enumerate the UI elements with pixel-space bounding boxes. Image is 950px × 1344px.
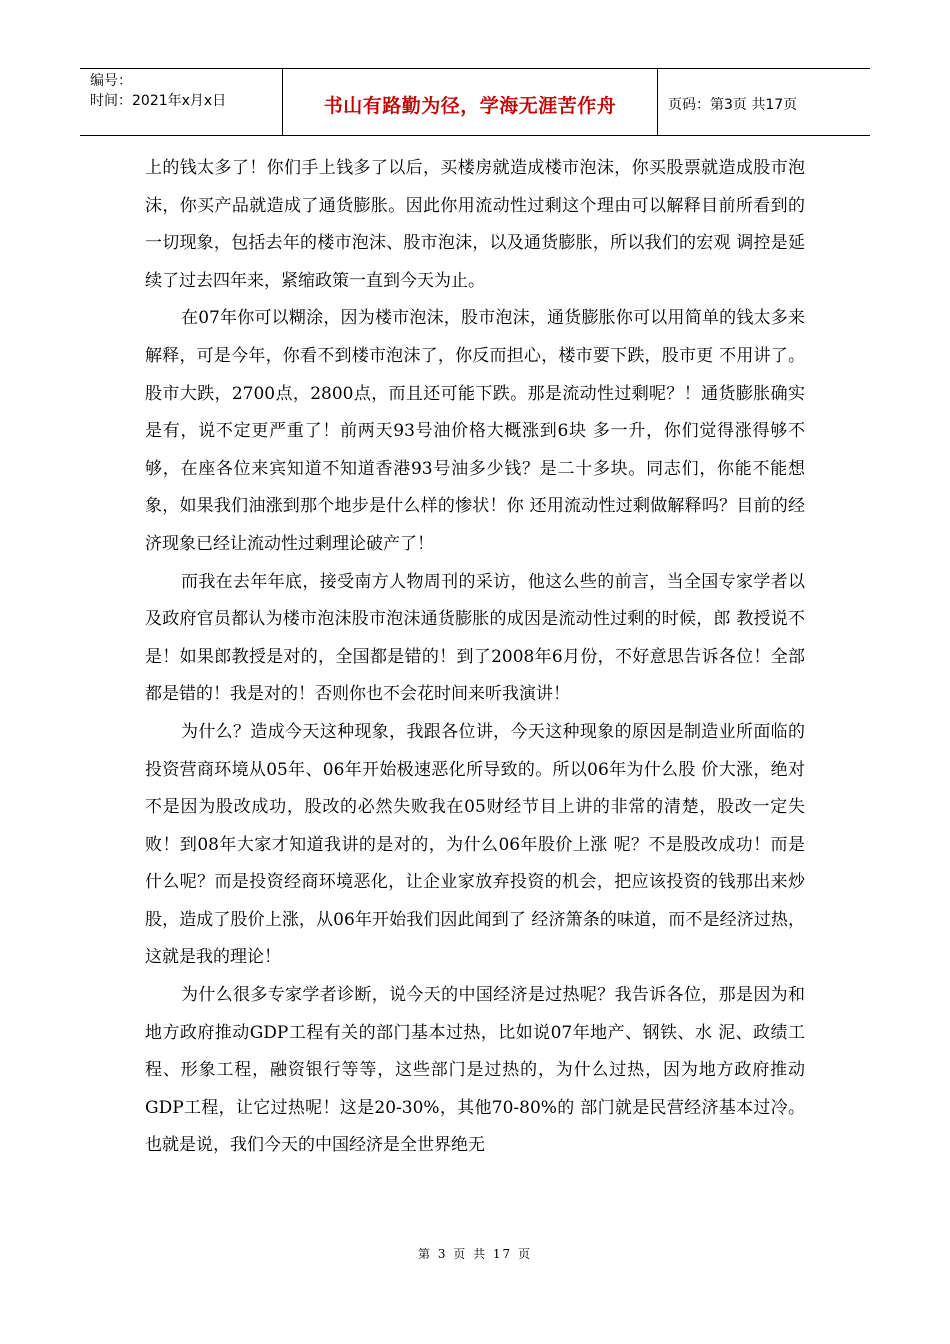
body-paragraph: 而我在去年年底，接受南方人物周刊的采访，他这么些的前言，当全国专家学者以及政府官员都认为楼市泡沫股市泡沫通货膨胀的成因是流动性过剩的时候，郎 教授说不是！如果郎教授是对的，全国都是错的！到了2008年6月份，不好意思告诉各位！全部都是错的！我是对的！否则你也不会花时间来听我演讲！ (145, 571, 805, 705)
date-label: 时间：2021年x月x日 (90, 93, 227, 109)
document-body (145, 150, 805, 1165)
body-paragraph: 在07年你可以糊涂，因为楼市泡沫，股市泡沫，通货膨胀你可以用简单的钱太多来解释，可是今年，你看不到楼市泡沫了，你反而担心，楼市要下跌，股市更 不用讲了。股市大跌，2700点，2800点，而且还可能下跌。那是流动性过剩呢？！通货膨胀确实是有，说不定更严重了！前两天93号油价格大概涨到6块 多一升，你们觉得涨得够不够，在座各位来宾知道不知道香港93号油多少钱？是二十多块。同志们，你能不能想象，如果我们油涨到那个地步是什么样的惨状！你 还用流动性过剩做解释吗？目前的经济现象已经让流动性过剩理论破产了！ (145, 308, 805, 554)
document-header (80, 68, 870, 136)
header-page-cell (658, 69, 870, 135)
page-info: 页码：第3页 共17页 (668, 97, 798, 113)
header-meta-cell (80, 69, 283, 135)
body-paragraph: 为什么？造成今天这种现象，我跟各位讲，今天这种现象的原因是制造业所面临的投资营商环境从05年、06年开始极速恶化所导致的。所以06年为什么股 价大涨，绝对不是因为股改成功，股改的必然失败我在05财经节目上讲的非常的清楚，股改一定失败！到08年大家才知道我讲的是对的，为什么06年股价上涨 呢？不是股改成功！而是什么呢？而是投资经商环境恶化，让企业家放弃投资的机会，把应该投资的钱那出来炒股，造成了股价上涨，从06年开始我们因此闻到了 经济箫条的味道，而不是经济过热，这就是我的理论！ (145, 721, 805, 968)
body-paragraph: 为什么很多专家学者诊断，说今天的中国经济是过热呢？我告诉各位，那是因为和地方政府推动GDP工程有关的部门基本过热，比如说07年地产、钢铁、水 泥、政绩工程、形象工程，融资银行等等，这些部门是过热的，为什么过热，因为地方政府推动GDP工程，让它过热呢！这是20-30%，其他70-80%的 部门就是民营经济基本过冷。也就是说，我们今天的中国经济是全世界绝无 (145, 985, 805, 1156)
page-footer: 第 3 页 共 17 页 (418, 1247, 532, 1261)
number-label: 编号： (90, 73, 132, 89)
body-paragraph: 上的钱太多了！你们手上钱多了以后，买楼房就造成楼市泡沫，你买股票就造成股市泡 沫，你买产品就造成了通货膨胀。因此你用流动性过剩这个理由可以解释目前所看到的一切现象，包括去年的楼市泡沫、股市泡沫，以及通货膨胀，所以我们的宏观 调控是延续了过去四年来，紧缩政策一直到今天为止。 (145, 158, 805, 291)
motto-text: 书山有路勤为径，学海无涯苦作舟 (323, 94, 617, 117)
header-motto-cell (283, 69, 658, 135)
